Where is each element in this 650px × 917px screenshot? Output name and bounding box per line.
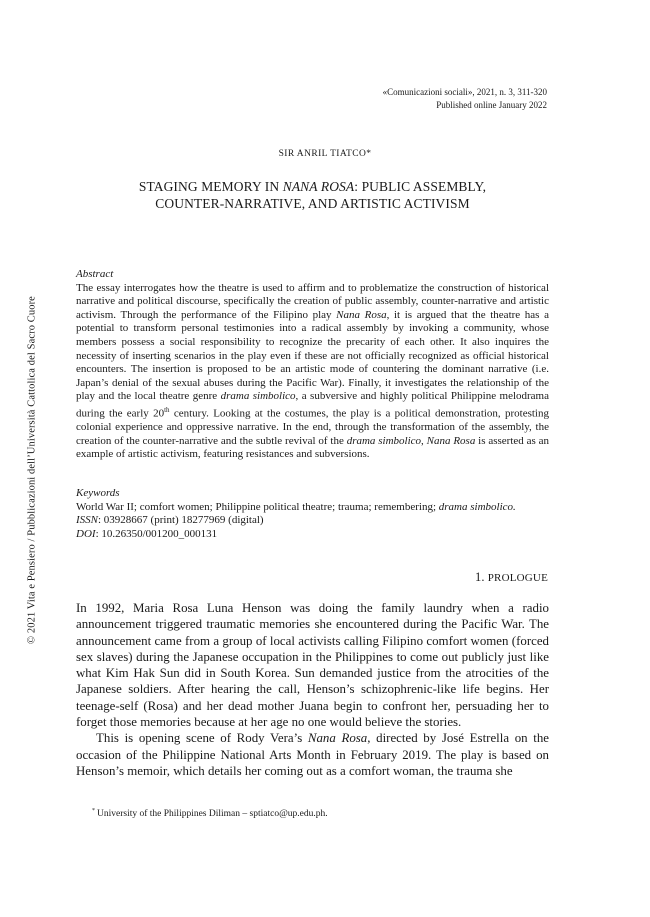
abstract-text-1: The essay interrogates how the theatre is used to affirm and to problematize the construction of historical narrative and political discourse, specifically the creation of public assembly, counter-narrative and artistic activism. Through the performance of the Filipino play xyxy=(76,281,549,321)
abstract-text-2: , it is argued that the theatre has a potential to transform personal testimonies into a radical assembly by invoking a community, whose members possess a social responsibility to recognize the precarity of each other. It also inquires the necessity of inserting scenarios in the play even if these are not officially recognized as official historical encounters. The insertion is proposed to be an artistic mode of countering the dominant narrative (i.e. Japan’s denial of the sexual abuses during the Pacific War). Finally, it investigates the relationship of the play and the local theatre genre xyxy=(76,308,549,403)
abstract-label: Abstract xyxy=(76,268,114,280)
title-line-2: COUNTER-NARRATIVE, AND ARTISTIC ACTIVISM xyxy=(155,196,470,211)
abstract-italic-3: drama simbolico xyxy=(346,434,422,447)
keywords-label: Keywords xyxy=(76,487,120,499)
title-part-b: : PUBLIC ASSEMBLY, xyxy=(354,179,487,194)
published-date: Published online January 2022 xyxy=(436,100,547,110)
abstract-text-6: is asserted as an example of artistic activism, featuring resistances and subversions. xyxy=(76,434,550,461)
abstract-superscript: th xyxy=(164,405,170,414)
issn-value: : 03928667 (print) 18277969 (digital) xyxy=(98,514,264,527)
footnote-mark: * xyxy=(92,808,95,814)
abstract-text-4: century. Looking at the costumes, the play is a political demonstration, protesting colonial experience and oppressive narrative. In the end, through the transformation of the assembly, the creation of the counter-narrative and the subtle revival of the xyxy=(76,407,549,447)
keywords-italic: drama simbolico. xyxy=(438,500,516,513)
body-paragraph-2 xyxy=(76,730,549,779)
author-name: SIR ANRIL TIATCO* xyxy=(278,149,372,159)
doi-line xyxy=(76,528,549,542)
abstract-italic-2: drama simbolico xyxy=(220,390,296,403)
body-paragraph-2-a: This is opening scene of Rody Vera’s xyxy=(96,731,308,746)
doi-label: DOI xyxy=(76,527,96,540)
abstract-text-5: , xyxy=(421,434,427,447)
footnote xyxy=(92,808,328,819)
doi-value: : 10.26350/001200_000131 xyxy=(95,527,218,540)
abstract-italic-1: Nana Rosa xyxy=(336,308,387,321)
footnote-text: University of the Philippines Diliman – sptiatco@up.edu.ph. xyxy=(97,809,328,820)
keywords-section xyxy=(76,487,549,541)
issn-line xyxy=(76,514,549,528)
section-title: PROLOGUE xyxy=(487,572,548,584)
journal-citation: «Comunicazioni sociali», 2021, n. 3, 311-320 xyxy=(382,87,547,97)
copyright-text: © 2021 Vita e Pensiero / Pubblicazioni dell’Università Cattolica del Sacro Cuore xyxy=(26,296,38,644)
keywords-list xyxy=(76,501,549,515)
abstract-text-3: , a subversive and highly political Philippine melodrama during the early 20 xyxy=(76,390,549,420)
body-paragraph-2-italic: Nana Rosa xyxy=(307,731,368,746)
body-paragraph-2-b: , directed by José Estrella on the occasion of the Philippine National Arts Month in February 2019. The play is based on Henson’s memoir, which details her coming out as a comfort woman, the trauma she xyxy=(76,731,549,778)
body-paragraph-1: In 1992, Maria Rosa Luna Henson was doing the family laundry when a radio announcement triggered traumatic memories she encountered during the Pacific War. The announcement came from a group of local activists calling Filipino comfort women (forced sex slaves) during the Japanese occupation in the Philippines to come out publicly just like what Kim Hak Sun did in South Korea. Sun demanded justice from the atrocities of the Japanese soldiers. After hearing the call, Henson’s schizophrenic-like life begins. Her teenage-self (Rosa) and her dead mother Juana begin to confront her, persuading her to forget those memories because at her age no one would believe the stories. xyxy=(76,601,549,730)
title-italic-play: NANA ROSA xyxy=(282,179,355,194)
abstract-italic-4: Nana Rosa xyxy=(426,434,476,447)
paper-title xyxy=(76,178,549,212)
title-line-1 xyxy=(76,178,549,195)
section-heading xyxy=(475,570,548,585)
title-part-a: STAGING MEMORY IN xyxy=(138,179,283,194)
keywords-text: World War II; comfort women; Philippine political theatre; trauma; remembering; xyxy=(76,500,439,513)
abstract-section xyxy=(76,268,549,462)
abstract-text xyxy=(76,282,549,462)
body-text xyxy=(76,600,549,779)
issn-label: ISSN xyxy=(76,514,98,527)
journal-header xyxy=(247,86,547,112)
section-number: 1. xyxy=(474,570,485,584)
